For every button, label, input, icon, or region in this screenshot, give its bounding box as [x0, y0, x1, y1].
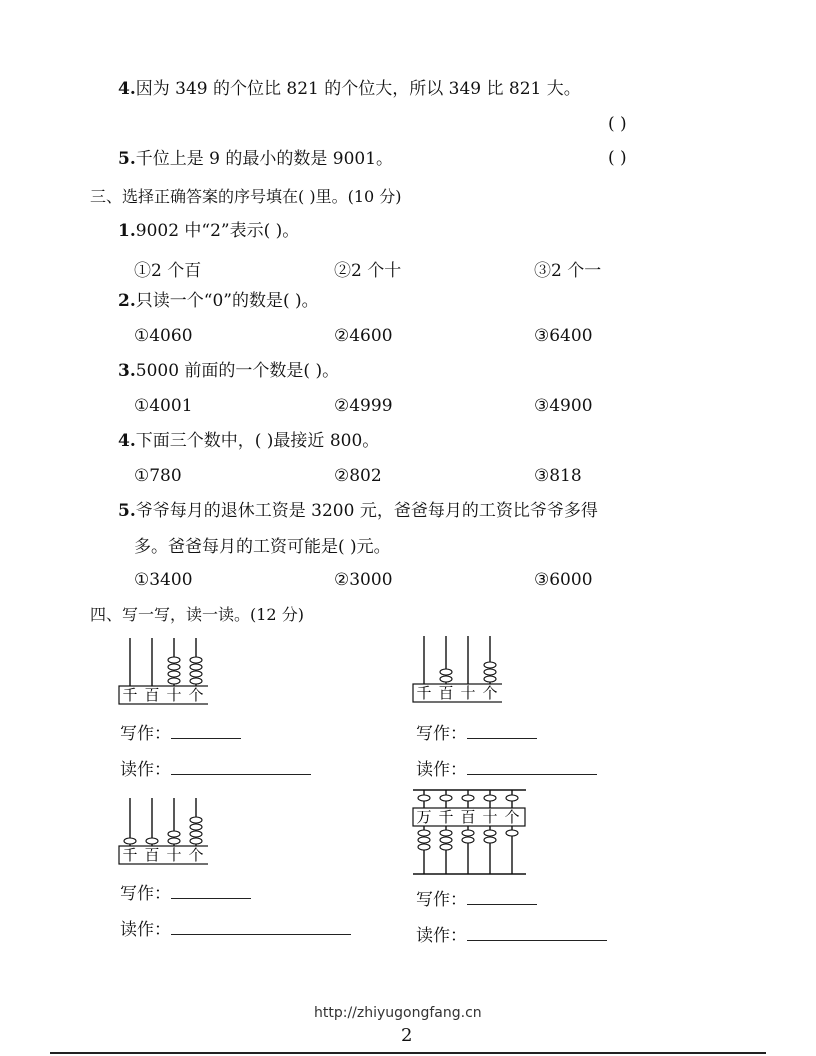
write-blank[interactable] [171, 722, 241, 739]
write-label: 写作： [416, 890, 467, 910]
place-label: 十 [460, 684, 476, 702]
s3-q1 [118, 220, 299, 242]
place-label: 万 [416, 808, 432, 826]
abacus-bead [418, 844, 430, 850]
option-2[interactable]: ②4999 [334, 396, 393, 416]
question-number: 3. [118, 361, 136, 381]
abacus-bead [484, 837, 496, 843]
write-label: 写作： [120, 884, 171, 904]
read-line-1 [120, 758, 311, 781]
abacus-bead [440, 837, 452, 843]
abacus-upper-bead [440, 795, 452, 801]
option-1[interactable]: ①780 [134, 466, 182, 486]
abacus-4 [412, 788, 536, 878]
abacus-bead [440, 676, 452, 682]
s3-q5 [118, 500, 598, 522]
place-label: 百 [460, 808, 476, 826]
place-label: 十 [166, 846, 182, 864]
read-line-3 [120, 918, 351, 941]
question-text: 5000 前面的一个数是( )。 [135, 361, 340, 381]
read-label: 读作： [416, 760, 467, 780]
abacus-bead [440, 844, 452, 850]
abacus-bead [484, 669, 496, 675]
abacus-bead [168, 671, 180, 677]
abacus-bead [146, 838, 158, 844]
abacus-bead [462, 830, 474, 836]
option-2[interactable]: ②802 [334, 466, 382, 486]
question-number: 5. [118, 501, 136, 521]
option-2[interactable]: ②2 个十 [334, 261, 402, 281]
question-text: 下面三个数中，( )最接近 800。 [135, 431, 380, 451]
option-3[interactable]: ③4900 [534, 396, 593, 416]
abacus-bead [190, 671, 202, 677]
place-label: 十 [482, 808, 498, 826]
abacus-bead [418, 837, 430, 843]
section4-heading: 四、写一写，读一读。(12 分) [90, 605, 304, 624]
place-label: 个 [482, 684, 498, 702]
abacus-bead [440, 669, 452, 675]
abacus-bead [190, 657, 202, 663]
write-label: 写作： [416, 724, 467, 744]
abacus-upper-bead [462, 795, 474, 801]
write-line-4 [416, 888, 537, 911]
read-blank[interactable] [467, 758, 597, 775]
s3-q4 [118, 430, 379, 452]
abacus-bead [190, 817, 202, 823]
answer-paren-q5[interactable]: ( ) [608, 148, 627, 168]
question-text: 9002 中“2”表示( )。 [135, 221, 300, 241]
abacus-bead [168, 831, 180, 837]
abacus-bead [484, 676, 496, 682]
abacus-bead [190, 831, 202, 837]
s3-q5-line2: 多。爸爸每月的工资可能是( )元。 [134, 537, 391, 557]
abacus-2 [412, 634, 502, 706]
abacus-bead [168, 678, 180, 684]
option-1[interactable]: ①3400 [134, 570, 193, 590]
abacus-bead [462, 837, 474, 843]
abacus-bead [484, 662, 496, 668]
write-line-2 [416, 722, 537, 745]
place-label: 千 [122, 686, 138, 704]
place-label: 百 [438, 684, 454, 702]
read-blank[interactable] [467, 924, 607, 941]
write-blank[interactable] [467, 888, 537, 905]
judge-q4 [118, 78, 581, 100]
question-number: 1. [118, 221, 136, 241]
write-line-1 [120, 722, 241, 745]
footer-url[interactable]: http://zhiyugongfang.cn [314, 1005, 482, 1021]
abacus-upper-bead [506, 795, 518, 801]
read-line-4 [416, 924, 607, 947]
option-2[interactable]: ②3000 [334, 570, 393, 590]
place-label: 百 [144, 846, 160, 864]
question-text: 因为 349 的个位比 821 的个位大，所以 349 比 821 大。 [135, 79, 581, 99]
abacus-bead [440, 830, 452, 836]
place-label: 百 [144, 686, 160, 704]
question-number: 2. [118, 291, 136, 311]
abacus-upper-bead [418, 795, 430, 801]
s3-q2 [118, 290, 319, 312]
abacus-3 [118, 796, 208, 868]
place-label: 千 [122, 846, 138, 864]
abacus-bead [190, 824, 202, 830]
read-label: 读作： [416, 926, 467, 946]
write-label: 写作： [120, 724, 171, 744]
read-blank[interactable] [171, 758, 311, 775]
section3-heading: 三、选择正确答案的序号填在( )里。(10 分) [90, 187, 402, 206]
option-3[interactable]: ③818 [534, 466, 582, 486]
abacus-bead [190, 838, 202, 844]
question-number: 4. [118, 79, 136, 99]
question-text: 只读一个“0”的数是( )。 [135, 291, 319, 311]
question-number: 4. [118, 431, 136, 451]
write-blank[interactable] [467, 722, 537, 739]
place-label: 个 [188, 846, 204, 864]
abacus-bead [484, 830, 496, 836]
question-text: 千位上是 9 的最小的数是 9001。 [135, 149, 394, 169]
abacus-bead [124, 838, 136, 844]
abacus-bead [168, 664, 180, 670]
write-blank[interactable] [171, 882, 251, 899]
read-label: 读作： [120, 760, 171, 780]
place-label: 个 [504, 808, 520, 826]
option-1[interactable]: ①4001 [134, 396, 193, 416]
option-3[interactable]: ③2 个一 [534, 261, 602, 281]
judge-q5 [118, 148, 393, 170]
read-blank[interactable] [171, 918, 351, 935]
abacus-upper-bead [484, 795, 496, 801]
place-label: 个 [188, 686, 204, 704]
abacus-bead [168, 657, 180, 663]
option-3[interactable]: ③6000 [534, 570, 593, 590]
place-label: 千 [416, 684, 432, 702]
abacus-bead [506, 830, 518, 836]
option-1[interactable]: ①2 个百 [134, 261, 202, 281]
abacus-bead [168, 838, 180, 844]
place-label: 千 [438, 808, 454, 826]
question-text: 爷爷每月的退休工资是 3200 元，爸爸每月的工资比爷爷多得 [135, 501, 598, 521]
page-number: 2 [401, 1025, 413, 1046]
option-2[interactable]: ②4600 [334, 326, 393, 346]
abacus-bead [418, 830, 430, 836]
option-1[interactable]: ①4060 [134, 326, 193, 346]
question-number: 5. [118, 149, 136, 169]
abacus-bead [190, 678, 202, 684]
bottom-rule [50, 1052, 766, 1054]
abacus-bead [190, 664, 202, 670]
s3-q3 [118, 360, 339, 382]
option-3[interactable]: ③6400 [534, 326, 593, 346]
place-label: 十 [166, 686, 182, 704]
read-label: 读作： [120, 920, 171, 940]
write-line-3 [120, 882, 251, 905]
read-line-2 [416, 758, 597, 781]
abacus-1 [118, 636, 208, 708]
answer-paren-q4[interactable]: ( ) [608, 114, 627, 134]
